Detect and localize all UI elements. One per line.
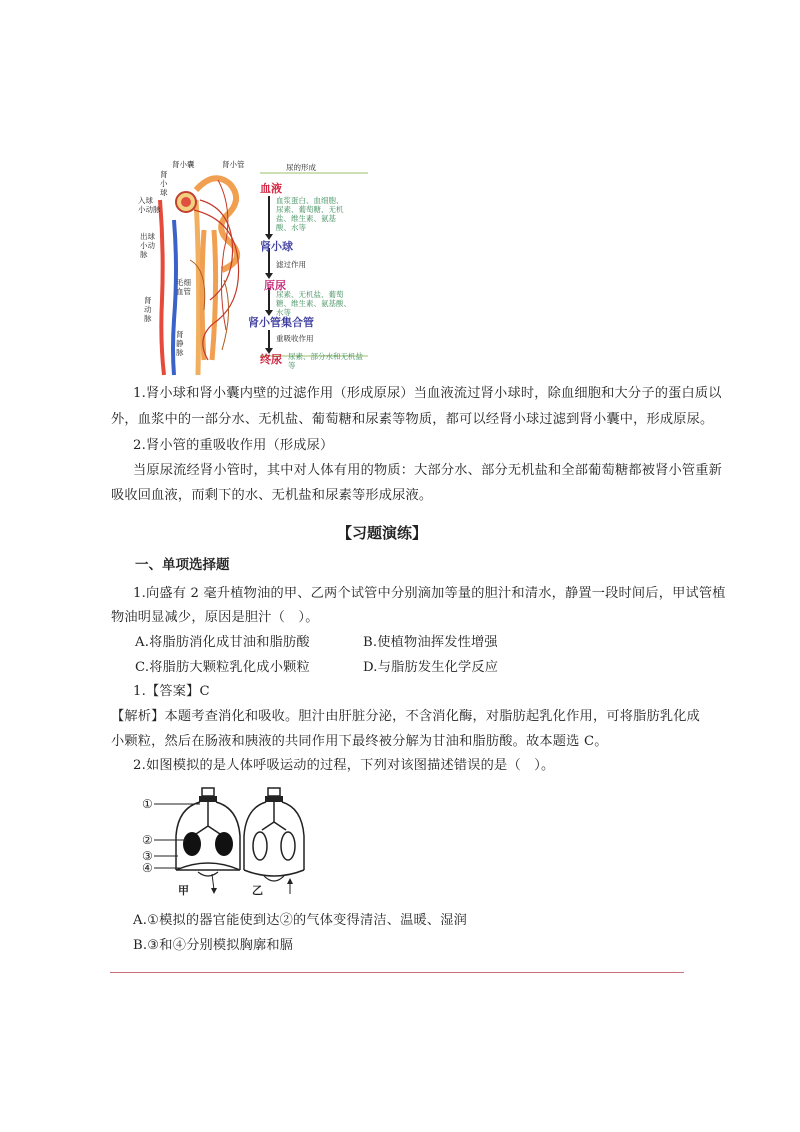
flow-primary-detail: 尿素、无机盐、葡萄糖、维生素、氨基酸、水等	[276, 290, 351, 317]
bell-jar-diagram	[140, 786, 310, 898]
jar-yi	[244, 788, 304, 894]
q1-analysis-line-2: 小颗粒，然后在肠液和胰液的共同作用下最终被分解为甘油和脂肪酸。故本题选 C。	[111, 734, 608, 749]
bell-label-2: ②	[142, 833, 153, 847]
label-ru-qiu: 入球 小动脉	[138, 196, 161, 214]
flow-final-detail: 尿素、部分水和无机盐等	[288, 352, 363, 370]
label-shen-xiao-guan: 肾小管	[222, 160, 245, 169]
paragraph-1-line-2: 外，血浆中的一部分水、无机盐、葡萄糖和尿素等物质，都可以经肾小球过滤到肾小囊中，形成原尿。	[111, 412, 714, 427]
q1-analysis-line-1: 【解析】本题考查消化和吸收。胆汁由肝脏分泌，不含消化酶，对脂肪起乳化作用，可将脂肪乳化成	[111, 709, 701, 724]
label-mao-xi: 毛细 血管	[176, 278, 191, 296]
label-chu-qiu: 出球 小动 脉	[140, 232, 155, 259]
flow-filtration: 滤过作用	[276, 260, 306, 269]
paragraph-2: 2.肾小管的重吸收作用（形成尿）	[133, 438, 334, 453]
footer-rule	[110, 972, 684, 973]
paragraph-3-line-1: 当原尿流经肾小管时，其中对人体有用的物质：大部分水、部分无机盐和全部葡萄糖都被肾小管重新	[133, 463, 723, 478]
paragraph-1-line-1: 1.肾小球和肾小囊内壁的过滤作用（形成原尿）当血液流过肾小球时，除血细胞和大分子的蛋白质以	[133, 386, 722, 401]
bell-label-jia: 甲	[178, 884, 189, 897]
flow-primary-urine: 原尿	[264, 279, 286, 292]
flow-blood-detail: 血浆蛋白、血细胞、尿素、葡萄糖、无机盐、维生素、氨基酸、水等	[276, 196, 344, 232]
q2-option-a: A.①模拟的器官能使到达②的气体变得清洁、温暖、湿润	[133, 913, 468, 928]
q1-stem-line-1: 1.向盛有 2 毫升植物油的甲、乙两个试管中分别滴加等量的胆汁和清水，静置一段时间后，甲试管植	[133, 586, 726, 601]
q1-stem-line-2: 物油明显减少，原因是胆汁（ ）。	[111, 610, 319, 625]
flow-tubule: 肾小管集合管	[248, 316, 314, 329]
subsection-title: 一、单项选择题	[135, 557, 230, 573]
flow-header: 尿的形成	[286, 163, 316, 172]
flow-reabsorption: 重吸收作用	[276, 334, 314, 343]
bell-label-yi: 乙	[252, 884, 263, 897]
label-shen-xiao-qiu-side: 肾 小 球	[160, 170, 168, 197]
q1-option-a: A.将脂肪消化成甘油和脂肪酸	[135, 635, 310, 650]
label-shen-xiao-nang: 肾小囊	[172, 160, 195, 169]
bell-label-4: ④	[142, 861, 153, 875]
section-title: 【习题演练】	[337, 524, 428, 542]
q1-option-d: D.与脂肪发生化学反应	[363, 660, 499, 675]
bell-jar-figure	[140, 786, 310, 898]
nephron-illustration	[160, 178, 239, 375]
bell-label-1: ①	[142, 797, 153, 811]
q1-option-b: B.使植物油挥发性增强	[363, 635, 498, 650]
label-shen-dong-mai: 肾 动 脉	[144, 296, 152, 323]
kidney-figure	[134, 160, 370, 378]
q1-answer: 1.【答案】C	[133, 684, 210, 699]
q1-option-c: C.将脂肪大颗粒乳化成小颗粒	[135, 660, 310, 675]
q2-option-b: B.③和④分别模拟胸廓和膈	[133, 938, 294, 953]
flow-blood: 血液	[260, 182, 282, 195]
flow-glomerulus: 肾小球	[260, 240, 293, 253]
q2-stem: 2.如图模拟的是人体呼吸运动的过程，下列对该图描述错误的是（ ）。	[133, 758, 555, 773]
flow-final-urine: 终尿	[260, 353, 282, 366]
bell-label-3: ③	[142, 849, 153, 863]
label-shen-jing-mai: 肾 静 脉	[176, 330, 184, 357]
paragraph-3-line-2: 吸收回血液，而剩下的水、无机盐和尿素等形成尿液。	[111, 488, 433, 503]
